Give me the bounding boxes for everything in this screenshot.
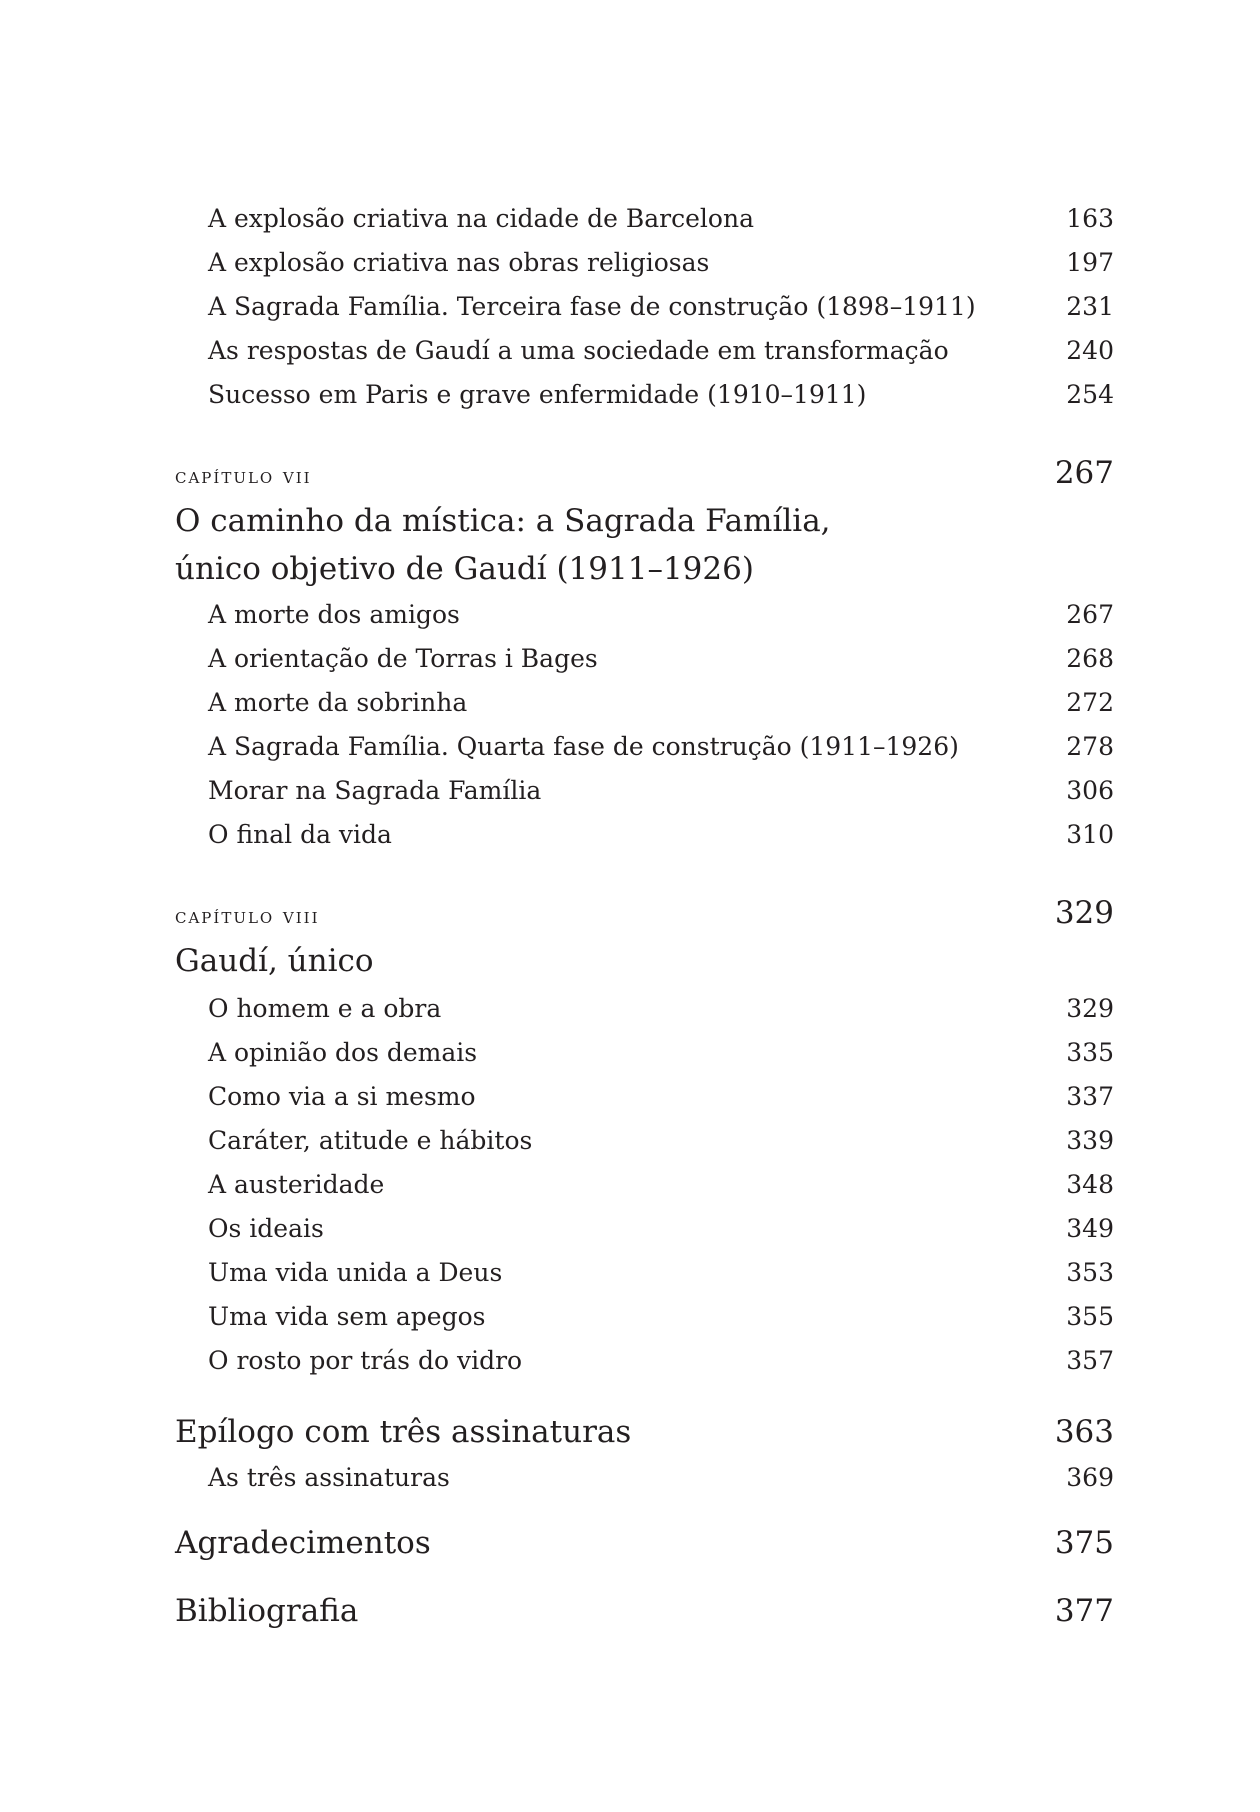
chapter-title-line: O caminho da mística: a Sagrada Família, [175, 503, 831, 539]
entry-page: 197 [1066, 248, 1114, 277]
entry-page: 329 [1066, 994, 1114, 1023]
bibliography-heading [175, 1584, 1114, 1638]
toc-entry [175, 593, 1114, 637]
entry-page: 306 [1066, 776, 1114, 805]
chapter-page: 329 [1054, 895, 1114, 931]
toc-entry [175, 1119, 1114, 1163]
entry-title: A austeridade [208, 1170, 385, 1199]
entry-title: Caráter, atitude e hábitos [208, 1126, 533, 1155]
entry-page: 272 [1066, 688, 1114, 717]
toc-entry [175, 329, 1114, 373]
chapter-title-line: Gaudí, único [175, 943, 374, 979]
chapter-page: 267 [1054, 455, 1114, 491]
epilogue-heading [175, 1405, 1114, 1459]
toc-entry [175, 373, 1114, 417]
toc-entry [175, 987, 1114, 1031]
chapter-8-header [175, 888, 1114, 941]
entry-title: A Sagrada Família. Quarta fase de construção (1911–1926) [208, 732, 959, 761]
entry-title: A Sagrada Família. Terceira fase de construção (1898–1911) [208, 292, 976, 321]
entry-page: 163 [1066, 204, 1114, 233]
toc-entry [175, 1251, 1114, 1295]
toc-entry [175, 197, 1114, 241]
entry-page: 254 [1066, 380, 1114, 409]
entry-page: 357 [1066, 1346, 1114, 1375]
toc-entry [175, 1207, 1114, 1251]
entry-title: Uma vida sem apegos [208, 1302, 486, 1331]
entry-title: O rosto por trás do vidro [208, 1346, 523, 1375]
chapter-title-line: único objetivo de Gaudí (1911–1926) [175, 551, 754, 587]
entry-page: 348 [1066, 1170, 1114, 1199]
entry-page: 310 [1066, 820, 1114, 849]
chapter-label: capítulo vii [175, 464, 312, 488]
section-title: Bibliografia [175, 1593, 359, 1629]
entry-title: A morte dos amigos [208, 600, 460, 629]
entry-title: A opinião dos demais [208, 1038, 478, 1067]
entry-title: O homem e a obra [208, 994, 442, 1023]
entry-title: A explosão criativa na cidade de Barcelona [208, 204, 754, 233]
section-title: Agradecimentos [175, 1525, 431, 1561]
entry-page: 267 [1066, 600, 1114, 629]
chapter-label: capítulo viii [175, 904, 320, 928]
toc-entry [175, 285, 1114, 329]
entry-page: 231 [1066, 292, 1114, 321]
entry-page: 353 [1066, 1258, 1114, 1287]
toc-entry [175, 813, 1114, 857]
entry-page: 339 [1066, 1126, 1114, 1155]
entry-title: Sucesso em Paris e grave enfermidade (1910–1911) [208, 380, 867, 409]
toc-entry [175, 1075, 1114, 1119]
entry-title: A orientação de Torras i Bages [208, 644, 598, 673]
entry-title: Morar na Sagrada Família [208, 776, 542, 805]
toc-entry [175, 769, 1114, 813]
entry-page: 335 [1066, 1038, 1114, 1067]
entry-page: 278 [1066, 732, 1114, 761]
entry-title: Os ideais [208, 1214, 324, 1243]
entry-title: Como via a si mesmo [208, 1082, 476, 1111]
section-title: Epílogo com três assinaturas [175, 1414, 632, 1450]
entry-title: As três assinaturas [208, 1463, 450, 1492]
toc-entry [175, 681, 1114, 725]
toc-entry [175, 637, 1114, 681]
toc-entry [175, 725, 1114, 769]
entry-page: 337 [1066, 1082, 1114, 1111]
entry-title: A morte da sobrinha [208, 688, 468, 717]
entry-title: As respostas de Gaudí a uma sociedade em transformação [208, 336, 949, 365]
acknowledgements-heading [175, 1516, 1114, 1570]
toc-entry [175, 1339, 1114, 1383]
chapter-7-header [175, 448, 1114, 501]
entry-title: A explosão criativa nas obras religiosas [208, 248, 710, 277]
section-page: 363 [1054, 1414, 1114, 1450]
entry-title: O final da vida [208, 820, 392, 849]
entry-page: 349 [1066, 1214, 1114, 1243]
toc-entry [175, 241, 1114, 285]
entry-page: 369 [1066, 1463, 1114, 1492]
toc-entry [175, 1031, 1114, 1075]
section-page: 375 [1054, 1525, 1114, 1561]
entry-title: Uma vida unida a Deus [208, 1258, 503, 1287]
toc-entry [175, 1456, 1114, 1500]
section-page: 377 [1054, 1593, 1114, 1629]
toc-entry [175, 1163, 1114, 1207]
entry-page: 268 [1066, 644, 1114, 673]
entry-page: 355 [1066, 1302, 1114, 1331]
toc-entry [175, 1295, 1114, 1339]
entry-page: 240 [1066, 336, 1114, 365]
